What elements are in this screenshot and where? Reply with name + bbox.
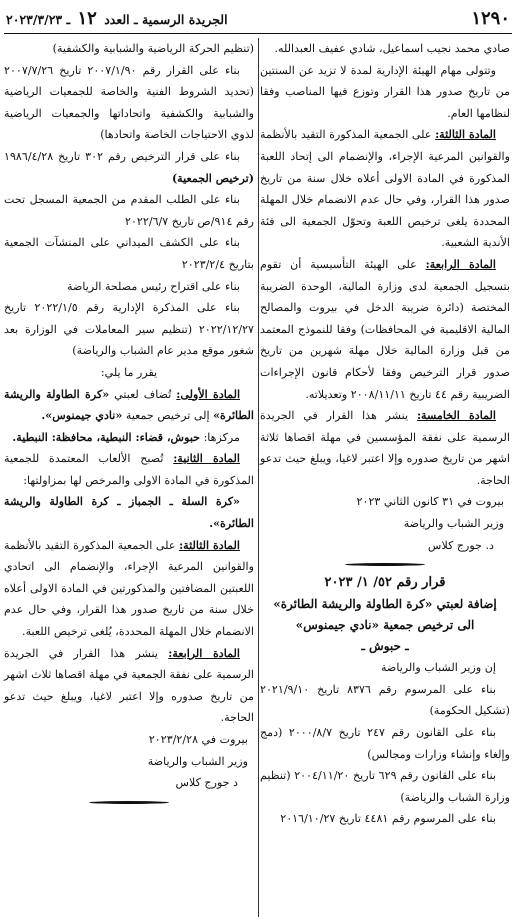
center-text: حبوش، قضاء: النبطية، محافظة: النبطية. <box>12 430 201 444</box>
games-name: «كرة الطاولة والريشة الطائرة» <box>4 387 254 423</box>
center-label: مركزها: <box>203 430 240 444</box>
decides-line: يقرر ما يلي: <box>100 365 158 379</box>
decision-title: قرار رقم ٥٢/ ١/ ٢٠٢٣ <box>324 575 446 591</box>
org-line: (تنظيم الحركة الرياضية والشبابية والكشفية) <box>52 42 254 55</box>
article-label: المادة الخامسة: <box>416 409 496 423</box>
article-text: على الهيئة التأسيسية أن تقوم بتسجيل الجمعية لدى وزارة المالية، الوحدة الضريبة المختصة (دائرة ضريبة الدخل في بيروت والمصالح المالية الاقليمية في المحافظات) وفقا للنموذج المعتمد من قبل وزارة المالية خلال مهلة شهرين من تاريخ صدور قرار الترخيص وفقا لأحكام قانون الإجراءات الضريبية رقم ٤٤ تاريخ ٢٠٠٨/١١/١١ وتعديلاته. <box>260 257 510 401</box>
issue-number: ١٢ <box>77 8 97 29</box>
center-line <box>4 427 254 449</box>
section-separator <box>260 556 510 572</box>
basis-paragraph: بناء على القانون رقم ٦٢٩ تاريخ ٢٠٠٤/١١/٢٠ (تنظيم وزارة الشباب والرياضة) <box>260 769 510 804</box>
article-text: تُضاف لعبتي <box>114 387 172 401</box>
duties-paragraph: وتتولى مهام الهيئة الإدارية لمدة لا تزيد عن السنتين من تاريخ صدور هذا القرار وتوزع فيها المناصب وفقا لنظامها العام. <box>260 63 510 120</box>
article-4 <box>260 254 510 405</box>
right-column <box>260 38 510 830</box>
article-label: المادة الرابعة: <box>425 257 496 271</box>
section-separator <box>4 794 254 810</box>
member-names: صادي محمد نجيب اسماعيل، شادي عفيف العبدالله. <box>274 42 510 55</box>
header-rule <box>4 33 512 34</box>
article-text: ينشر هذا القرار في الجريدة الرسمية على نفقة الجمعية في مهلة اقصاها ثلاث اشهر من تاريخ صدوره وإلا اعتبر لاغيا، ويبلغ حيث تدعو الحاجة. <box>4 646 254 725</box>
article-label: المادة الثانية: <box>173 452 240 466</box>
basis-note: (ترخيص الجمعية) <box>171 171 254 185</box>
basis-text: بناء على قرار الترخيص رقم ٣٠٢ تاريخ ١٩٨٦/٤/٢٨ <box>4 149 240 163</box>
article-3 <box>260 124 510 254</box>
basis-paragraph <box>4 146 254 189</box>
basis-paragraph: بناء على المرسوم رقم ٨٣٧٦ تاريخ ٢٠٢١/٩/١٠ (تشكيل الحكومة) <box>260 682 510 718</box>
page-number: ١٢٩٠ <box>471 8 510 29</box>
article-text: على الجمعية المذكورة التقيد بالأنظمة والقوانين المرعية الإجراء، والإنضمام الى اتحادي اللعبتين المضافتين والمذكورتين في المادة الاولى أعلاه خلال سنة من تاريخ صدور هذا القرار، وفي حال عدم الانضمام خلال المهلة المحددة، يُلغى ترخيص اللعبة. <box>4 538 254 639</box>
basis-paragraph: بناء على اقتراح رئيس مصلحة الرياضة <box>67 279 240 293</box>
issue-info <box>6 8 228 29</box>
article-4-left <box>4 643 254 729</box>
article-5 <box>260 405 510 491</box>
article-3-left <box>4 535 254 643</box>
signature-date: بيروت في ٢٠٢٣/٢/٢٨ <box>148 733 248 746</box>
basis-paragraph: بناء على القرار رقم ٢٠٠٧/١/٩٠ تاريخ ٢٠٠٧/٧/٢٦ (تحديد الشروط الفنية والخاصة للجمعيات الرياضية والشبابية والكشفية واتحاداتها والجمعيات الرياضية لذوي الاحتياجات الخاصة واتحادها) <box>4 63 254 142</box>
article-label: المادة الرابعة: <box>168 646 240 660</box>
article-text: إلى ترخيص جمعية <box>125 409 210 423</box>
games-list: «كرة السلة ـ الجمباز ـ كرة الطاولة والريشة الطائرة». <box>4 495 254 531</box>
article-text: على الجمعية المذكورة التقيد بالأنظمة والقوانين المرعية الإجراء، والإنضمام الى إتحاد اللعبة المذكورة في المادة الاولى أعلاه خلال سنة من تاريخ صدور هذا القرار، وفي حال عدم الانضمام خلال المهلة المحددة يلغى ترخيص اللعبة وتحوّل الجمعية الى فئة الأندية الشعبية. <box>260 128 510 250</box>
basis-paragraph: بناء على المرسوم رقم ٤٤٨١ تاريخ ٢٠١٦/١٠/٢٧ <box>280 812 496 826</box>
basis-paragraph: بناء على القانون رقم ٢٤٧ تاريخ ٢٠٠٠/٨/٧ (دمج وإلغاء وإنشاء وزارات ومجالس) <box>260 726 510 761</box>
basis-paragraph: بناء على الكشف الميداني على المنشآت الجمعية بتاريخ ٢٠٢٣/٢/٤ <box>4 236 254 271</box>
decision-location: ـ حبوش ـ <box>361 639 409 654</box>
signature-title: وزير الشباب والرياضة <box>147 754 248 768</box>
club-name: «نادي جيمنوس». <box>41 409 123 423</box>
article-label: المادة الثالثة: <box>179 538 240 552</box>
basis-paragraph: بناء على الطلب المقدم من الجمعية المسجل تحت رقم ٩١٤/ص تاريخ ٢٠٢٢/٦/٧ <box>4 193 254 228</box>
article-text: تُصبح الألعاب المعتمدة للجمعية المذكورة في المادة الاولى والمرخص لها بمزاولتها: <box>4 452 254 487</box>
article-2 <box>4 448 254 491</box>
article-text: ينشر هذا القرار في الجريدة الرسمية على نفقة المؤسسين في مهلة اقصاها ثلاثة اشهر من تاريخ صدوره وإلا اعتبر لاغيا، ويبلغ حيث تدعو الحاجة. <box>260 409 510 487</box>
column-divider <box>258 38 259 917</box>
article-1 <box>4 384 254 427</box>
left-column <box>4 38 254 810</box>
minister-line: إن وزير الشباب والرياضة <box>380 661 496 675</box>
decision-subject: الى ترخيص جمعية «نادي جيمنوس» <box>295 618 475 633</box>
signature-name: د. جورج كلاس <box>427 538 494 552</box>
article-label: المادة الأولى: <box>176 387 241 401</box>
signature-title: وزير الشباب والرياضة <box>403 517 504 531</box>
newspaper-name: الجريدة الرسمية ـ العدد <box>104 12 228 27</box>
basis-paragraph: بناء على المذكرة الإدارية رقم ٢٠٢٢/١/٥ تاريخ ٢٠٢٢/١٢/٢٧ (تنظيم سير المعاملات في الوزارة بعد شغور موقع مدير عام الشباب والرياضة) <box>4 301 254 358</box>
page-header <box>6 8 510 32</box>
signature-date: بيروت في ٣١ كانون الثاني ٢٠٢٣ <box>356 495 504 509</box>
decision-subject: إضافة لعبتي «كرة الطاولة والريشة الطائرة» <box>273 597 497 612</box>
issue-date: ـ ٢٠٢٣/٣/٢٣ <box>6 12 71 27</box>
signature-name: د جورج كلاس <box>175 776 238 790</box>
article-label: المادة الثالثة: <box>435 128 496 142</box>
